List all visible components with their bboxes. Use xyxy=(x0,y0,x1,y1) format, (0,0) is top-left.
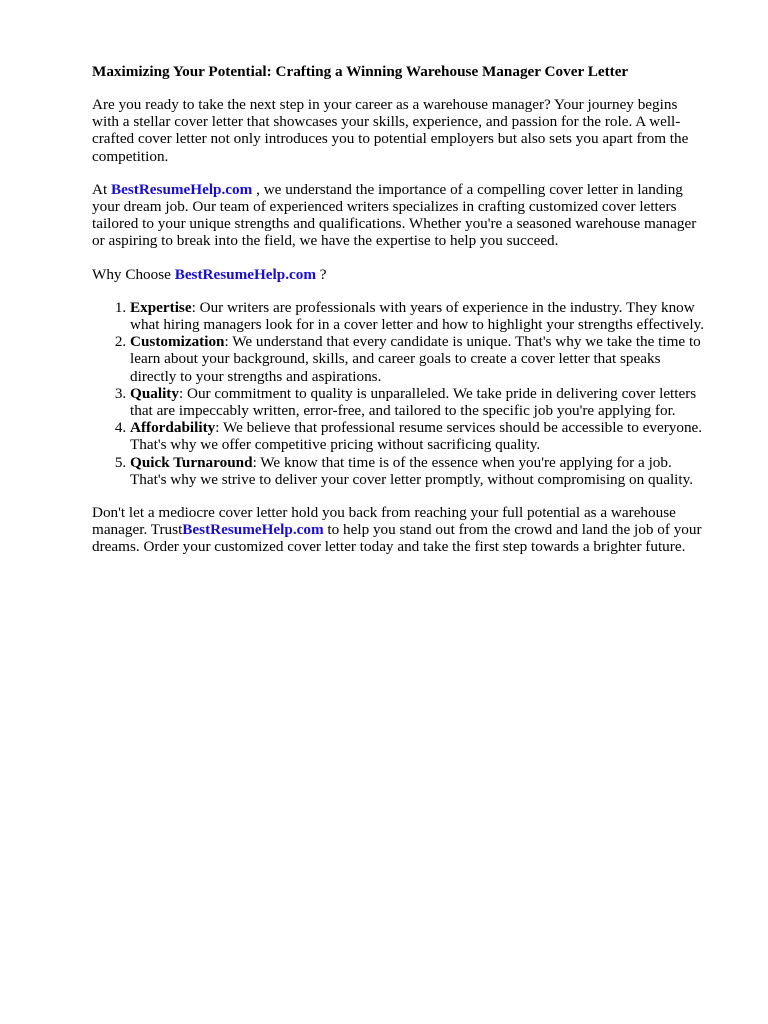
list-item-term: Expertise xyxy=(130,298,192,316)
why-suffix: ? xyxy=(316,265,327,283)
closing-prefix: Don't let a mediocre cover letter hold you back from reaching your full potential as a warehouse manager. Trust xyxy=(92,504,676,539)
list-item-text: : We believe that professional resume services should be accessible to everyone. That's why we offer competitive pricing without sacrificing quality. xyxy=(130,419,703,454)
about-paragraph xyxy=(92,181,708,250)
list-item xyxy=(130,419,708,453)
list-item-text: : We know that time is of the essence when you're applying for a job. That's why we strive to deliver your cover letter promptly, without compromising on quality. xyxy=(130,453,694,488)
list-item-text: : Our commitment to quality is unparalleled. We take pride in delivering cover letters that are impeccably written, error-free, and tailored to the specific job you're applying for. xyxy=(130,384,697,420)
intro-paragraph: Are you ready to take the next step in your career as a warehouse manager? Your journey begins with a stellar cover letter that showcases your skills, experience, and passion for the role. A well-crafted cover letter not only introduces you to potential employers but also sets you apart from the competition. xyxy=(92,96,689,165)
list-item-term: Quality xyxy=(130,384,179,402)
about-link[interactable]: BestResumeHelp.com xyxy=(110,180,253,198)
list-item-text: : Our writers are professionals with years of experience in the industry. They know what hiring managers look for in a cover letter and how to highlight your strengths effectively. xyxy=(130,298,705,334)
why-prefix: Why Choose xyxy=(92,265,175,283)
document-title: Maximizing Your Potential: Crafting a Winning Warehouse Manager Cover Letter xyxy=(92,63,629,80)
why-link[interactable]: BestResumeHelp.com xyxy=(174,265,316,283)
about-prefix: At xyxy=(92,180,111,198)
list-item xyxy=(130,385,708,419)
about-suffix: , we understand the importance of a compelling cover letter in landing your dream job. Our team of experienced writers specializes in crafting customized cover letters tailored to your unique strengths and qualifications. Whether you're a seasoned warehouse manager or aspiring to break into the field, we have the expertise to help you succeed. xyxy=(92,180,697,250)
closing-suffix: to help you stand out from the crowd and land the job of your dreams. Order your customized cover letter today and take the first step towards a brighter future. xyxy=(92,521,702,556)
list-item-term: Quick Turnaround xyxy=(130,453,253,471)
list-item xyxy=(130,299,708,333)
list-item xyxy=(130,454,708,488)
closing-paragraph xyxy=(92,504,708,556)
why-choose-heading xyxy=(92,266,708,283)
list-item-term: Affordability xyxy=(130,419,216,437)
closing-link[interactable]: BestResumeHelp.com xyxy=(182,521,324,539)
list-item-text: : We understand that every candidate is unique. That's why we take the time to learn about your background, skills, and career goals to create a cover letter that speaks directly to your strengths and aspirations. xyxy=(130,333,701,385)
list-item xyxy=(130,333,708,385)
benefits-list xyxy=(92,299,708,488)
list-item-term: Customization xyxy=(130,333,225,351)
